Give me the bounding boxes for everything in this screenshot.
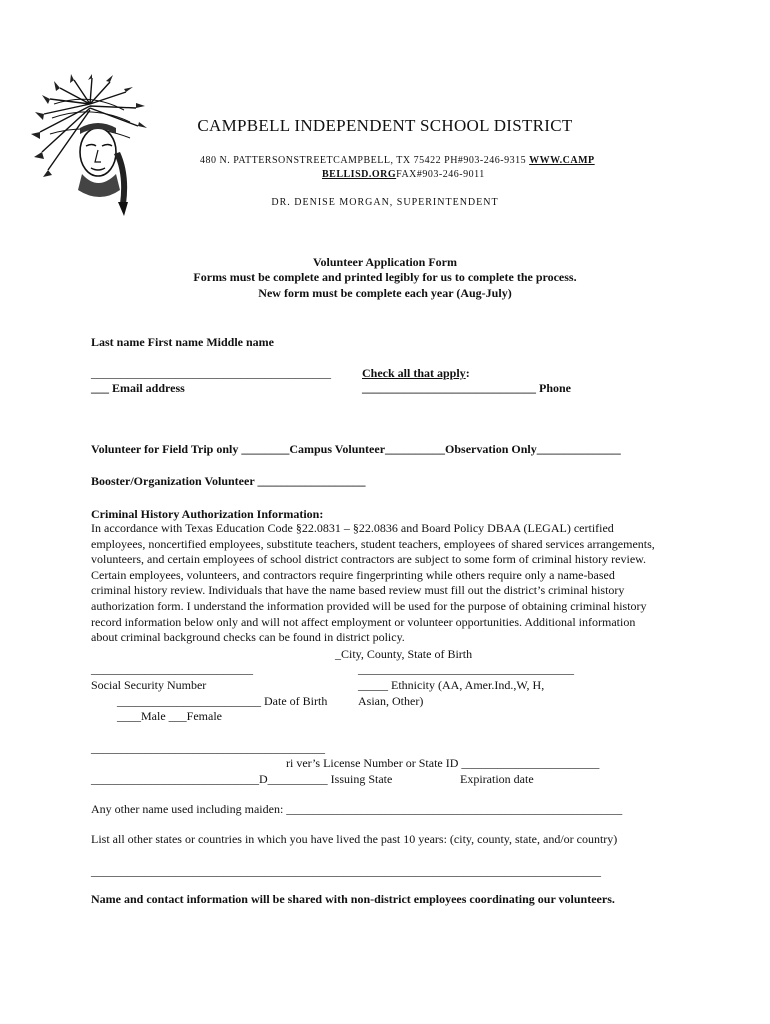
check-all-text: Check all that apply (362, 366, 466, 380)
check-all-label (362, 366, 470, 381)
paragraph-line: volunteers, and certain employees of school district contractors are subject to some form of criminal history review. (91, 552, 647, 567)
paragraph-line: about criminal background checks can be found in district policy. (91, 630, 405, 645)
volunteer-type-options[interactable]: Volunteer for Field Trip only ________Campus Volunteer__________Observation Only______________ (91, 442, 621, 456)
states-lived-label: List all other states or countries in which you have lived the past 10 years: (city, county, state, and/or country) (91, 832, 618, 846)
form-subtitle-2: New form must be complete each year (Aug-July) (258, 286, 512, 300)
website-fax-line (322, 169, 485, 180)
check-all-colon: : (465, 366, 470, 380)
ssn-label: Social Security Number (91, 678, 207, 692)
email-field[interactable]: ___ Email address (91, 381, 185, 395)
city-state-birth-label: _City, County, State of Birth (335, 647, 473, 661)
footer-note: Name and contact information will be shared with non-district employees coordinating our volunteers. (91, 892, 615, 906)
expiration-date-label: Expiration date (460, 772, 534, 786)
name-input-line[interactable]: ________________________________________ (91, 366, 331, 380)
address-text: 480 N. PATTERSONSTREETCAMPBELL, TX 75422 PH#903-246-9315 (200, 155, 527, 166)
paragraph-line: In accordance with Texas Education Code §22.0831 – §22.0836 and Board Policy DBAA (LEGAL) certified (91, 521, 614, 535)
fax-number: FAX#903-246-9011 (396, 169, 485, 180)
paragraph-line: Certain employees, volunteers, and contractors require fingerprinting while others require only a name-based (91, 567, 615, 582)
ethnicity-field[interactable]: _____ Ethnicity (AA, Amer.Ind.,W, H, (358, 678, 545, 692)
address-line (200, 155, 595, 166)
birthplace-input-line[interactable]: ____________________________________ (358, 662, 574, 676)
booster-volunteer-option[interactable]: Booster/Organization Volunteer __________________ (91, 474, 366, 488)
ethnicity-options: Asian, Other) (358, 694, 424, 708)
paragraph-line: employees, noncertified employees, substitute teachers, student teachers, employees of shared services arrangements, (91, 536, 655, 551)
form-title: Volunteer Application Form (312, 255, 457, 269)
license-label[interactable]: ri ver’s License Number or State ID _______________________ (286, 756, 600, 770)
criminal-history-paragraph (91, 521, 691, 646)
form-subtitle-1: Forms must be complete and printed legibly for us to complete the process. (193, 270, 577, 284)
issuing-state-field[interactable]: ____________________________D__________ Issuing State (91, 772, 393, 786)
date-of-birth-field[interactable]: ________________________ Date of Birth (117, 694, 328, 708)
website-link-part2[interactable]: BELLISD.ORG (322, 169, 397, 180)
criminal-history-heading: Criminal History Authorization Information: (91, 507, 324, 521)
website-link-part1[interactable]: WWW.CAMP (529, 155, 595, 166)
license-input-line[interactable]: _______________________________________ (91, 741, 325, 755)
phone-field[interactable]: _____________________________ Phone (362, 381, 572, 395)
paragraph-line: criminal history review. Individuals that have the name based review must fill out the district’s criminal history (91, 583, 625, 598)
name-label: Last name First name Middle name (91, 335, 274, 349)
states-lived-input-line[interactable]: _____________________________________________________________________________________ (91, 864, 601, 878)
paragraph-line: authorization form. I understand the information provided will be used for the purpose of obtaining criminal history (91, 598, 647, 613)
ssn-input-line[interactable]: ___________________________ (91, 662, 253, 676)
paragraph-line: record information below only and will not affect employment or volunteer opportunities. Additional information (91, 614, 636, 629)
superintendent-line: DR. DENISE MORGAN, SUPERINTENDENT (271, 197, 499, 208)
school-name: CAMPBELL INDEPENDENT SCHOOL DISTRICT (197, 116, 573, 135)
gender-field[interactable]: ____Male ___Female (117, 709, 222, 723)
maiden-name-field[interactable]: Any other name used including maiden: ________________________________________________________ (91, 802, 623, 816)
